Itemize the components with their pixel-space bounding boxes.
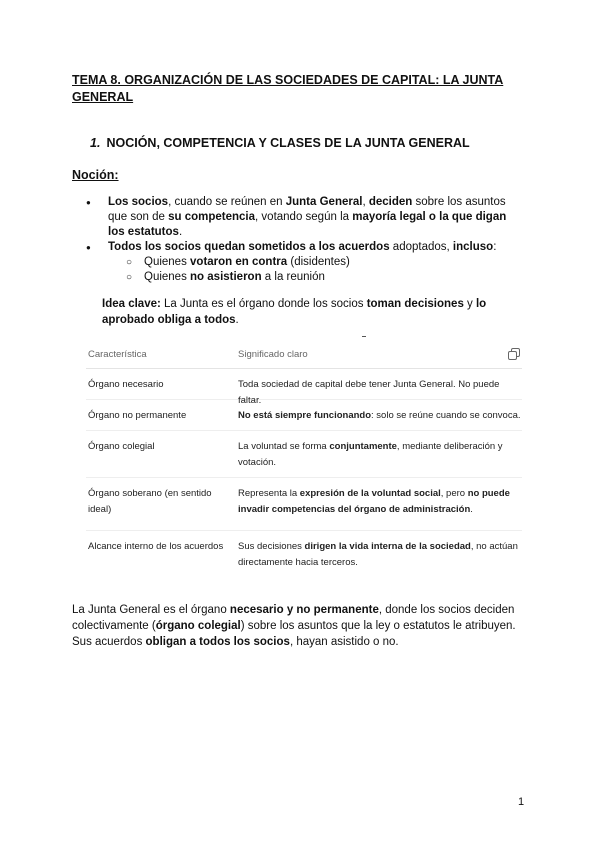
text: sobre los asuntos que son de: [108, 196, 506, 223]
text: y: [463, 298, 476, 310]
key-idea-label: Idea clave:: [102, 298, 161, 310]
nocion-label: Noción:: [72, 168, 119, 182]
table-row: [86, 400, 522, 431]
page-number: 1: [518, 796, 525, 808]
bullet-list: [86, 195, 526, 285]
text-bold: Junta General: [285, 196, 363, 208]
document-title: TEMA 8. ORGANIZACIÓN DE LAS SOCIEDADES DE CAPITAL: LA JUNTA GENERAL: [72, 73, 504, 104]
text: La voluntad se forma: [238, 441, 330, 452]
list-item: [86, 195, 526, 240]
section-title: NOCIÓN, COMPETENCIA Y CLASES DE LA JUNTA GENERAL: [106, 136, 470, 150]
key-idea: [102, 296, 512, 328]
text: Quienes: [144, 256, 191, 268]
sub-list-item: [86, 270, 526, 285]
table-cell: Órgano no permanente: [88, 410, 187, 421]
text: .: [470, 504, 473, 515]
text: , hayan asistido o no.: [289, 636, 399, 648]
text-bold: lo aprobado obliga a todos: [102, 298, 487, 326]
text: , mediante deliberación y votación.: [238, 441, 503, 468]
text-bold: mayoría legal o la que digan los estatutos: [108, 211, 507, 238]
table-cell: [238, 408, 522, 424]
text-bold: necesario y no permanente: [229, 604, 379, 616]
section-number: 1.: [90, 136, 101, 150]
table-cell: [238, 486, 522, 518]
table-cell: [238, 539, 522, 571]
characteristics-table: [86, 342, 522, 577]
text: .: [235, 314, 239, 326]
text: La Junta es el órgano donde los socios: [160, 298, 367, 310]
text: , donde los socios deciden colectivamente (: [72, 604, 515, 632]
text: , pero: [440, 488, 468, 499]
copy-icon[interactable]: [508, 348, 520, 360]
table-row: [86, 531, 522, 577]
table-row: [86, 431, 522, 478]
text-bold: órgano colegial: [155, 620, 241, 632]
table-row: [86, 369, 522, 406]
summary-paragraph: [72, 602, 522, 650]
text: La Junta General es el órgano: [72, 604, 230, 616]
text-bold: no asistieron: [190, 271, 262, 283]
text-bold: toman decisiones: [366, 298, 464, 310]
text-bold: obligan a todos los socios: [145, 636, 290, 648]
column-header-meaning: Significado claro: [238, 349, 308, 360]
text: , votando según la: [255, 211, 353, 223]
sub-list-item: [86, 255, 526, 270]
list-item: [86, 240, 526, 255]
text: ,: [362, 196, 369, 208]
text-bold: conjuntamente: [329, 441, 397, 452]
text-bold: su competencia: [168, 211, 256, 223]
table-cell: Toda sociedad de capital debe tener Junta General. No puede faltar.: [238, 379, 500, 406]
table-cell: Órgano colegial: [88, 441, 155, 452]
text: : solo se reúne cuando se convoca.: [371, 410, 521, 421]
table-cell: Órgano soberano (en sentido ideal): [88, 488, 212, 515]
section-heading: [90, 136, 470, 150]
text-bold: No está siempre funcionando: [238, 410, 372, 421]
text-bold: incluso: [452, 241, 494, 253]
text: adoptados,: [389, 241, 453, 253]
text: (disidentes): [287, 256, 350, 268]
text: , no actúan directamente hacia terceros.: [238, 541, 518, 568]
text-bold: deciden: [368, 196, 413, 208]
table-header: [86, 342, 522, 369]
text: Quienes: [144, 271, 191, 283]
text-bold: Todos los socios quedan sometidos a los acuerdos: [108, 241, 390, 253]
divider-mark: [362, 336, 366, 337]
text: , cuando se reúnen en: [168, 196, 286, 208]
table-row: [86, 478, 522, 531]
text: .: [178, 226, 183, 238]
text-bold: dirigen la vida interna de la sociedad: [304, 541, 471, 552]
text: :: [493, 241, 497, 253]
text-bold: Los socios: [108, 196, 169, 208]
table-cell: Órgano necesario: [88, 379, 164, 390]
column-header-characteristic: Característica: [88, 349, 147, 360]
text-bold: no puede invadir competencias del órgano de administración: [238, 488, 510, 515]
table-cell: [238, 439, 522, 471]
text-bold: votaron en contra: [190, 256, 288, 268]
text: a la reunión: [261, 271, 325, 283]
text: ) sobre los asuntos que la ley o estatutos le atribuyen. Sus acuerdos: [72, 620, 516, 648]
table-cell: Alcance interno de los acuerdos: [88, 541, 224, 552]
text: Sus decisiones: [238, 541, 305, 552]
text-bold: expresión de la voluntad social: [299, 488, 441, 499]
text: Representa la: [238, 488, 300, 499]
